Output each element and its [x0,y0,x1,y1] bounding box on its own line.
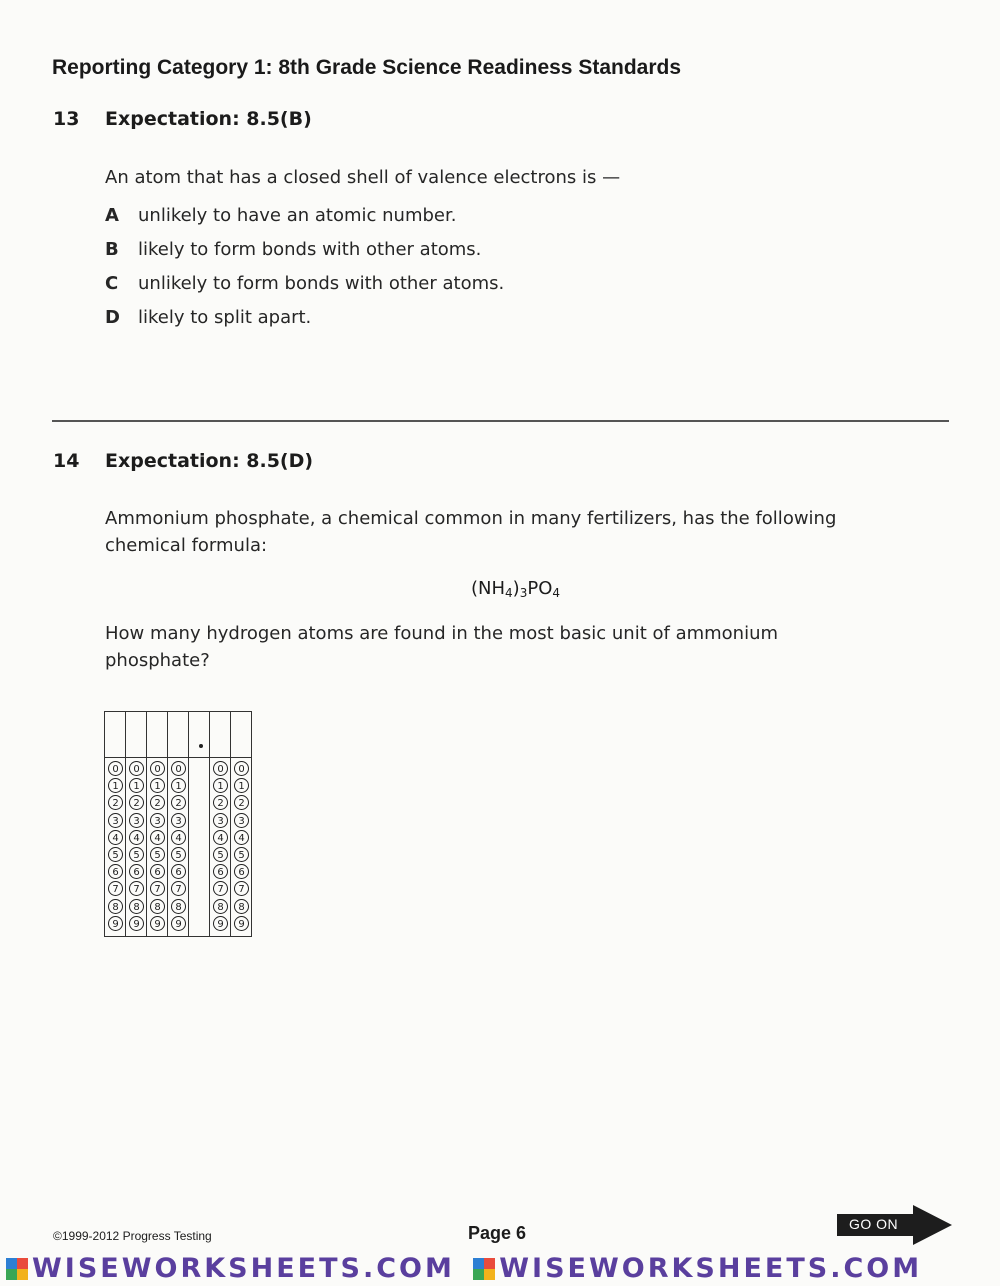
grid-bubble-9[interactable]: 9 [234,916,249,931]
grid-bubble-4[interactable]: 4 [150,830,165,845]
option-text: likely to form bonds with other atoms. [138,239,482,260]
wise-logo-icon [6,1258,28,1280]
grid-bubble-2[interactable]: 2 [234,795,249,810]
grid-bubble-0[interactable]: 0 [108,761,123,776]
grid-bubble-7[interactable]: 7 [150,881,165,896]
question-14-prompt: How many hydrogen atoms are found in the most basic unit of ammonium phosphate? [105,623,779,671]
page-number: Page 6 [468,1223,527,1243]
grid-bubble-7[interactable]: 7 [129,881,144,896]
grid-bubble-9[interactable]: 9 [129,916,144,931]
question-13-option-b[interactable] [105,239,481,260]
grid-bubble-8[interactable]: 8 [108,899,123,914]
option-text: likely to split apart. [138,307,312,328]
grid-bubble-2[interactable]: 2 [213,795,228,810]
grid-bubble-5[interactable]: 5 [171,847,186,862]
grid-bubble-4[interactable]: 4 [171,830,186,845]
grid-column-divider [146,712,147,936]
grid-bubble-6[interactable]: 6 [171,864,186,879]
grid-bubble-3[interactable]: 3 [129,813,144,828]
grid-bubble-4[interactable]: 4 [129,830,144,845]
grid-bubble-6[interactable]: 6 [129,864,144,879]
grid-bubble-3[interactable]: 3 [234,813,249,828]
question-13-expectation: Expectation: 8.5(B) [105,108,312,130]
grid-bubble-5[interactable]: 5 [213,847,228,862]
grid-column-divider [209,712,210,936]
question-14-expectation: Expectation: 8.5(D) [105,450,314,472]
question-13-option-a[interactable] [105,205,456,226]
grid-bubble-1[interactable]: 1 [213,778,228,793]
grid-bubble-3[interactable]: 3 [171,813,186,828]
option-text: unlikely to form bonds with other atoms. [138,273,505,294]
grid-bubble-1[interactable]: 1 [108,778,123,793]
grid-bubble-3[interactable]: 3 [213,813,228,828]
grid-bubble-4[interactable]: 4 [108,830,123,845]
watermark-banner [0,1252,1000,1286]
question-14-stem: Ammonium phosphate, a chemical common in many fertilizers, has the following chemical formula: [105,508,837,556]
griddable-answer-grid[interactable] [104,711,252,937]
wise-logo-icon [473,1258,495,1280]
grid-bubble-5[interactable]: 5 [150,847,165,862]
grid-bubble-9[interactable]: 9 [150,916,165,931]
go-on-label: GO ON [849,1216,899,1232]
watermark-text: WISEWORKSHEETS.COM [32,1253,455,1284]
question-14-number: 14 [53,450,80,472]
grid-bubble-3[interactable]: 3 [108,813,123,828]
grid-bubble-0[interactable]: 0 [150,761,165,776]
grid-bubble-2[interactable]: 2 [129,795,144,810]
grid-bubble-1[interactable]: 1 [129,778,144,793]
grid-bubble-8[interactable]: 8 [234,899,249,914]
grid-bubble-8[interactable]: 8 [129,899,144,914]
grid-bubble-0[interactable]: 0 [213,761,228,776]
grid-bubble-6[interactable]: 6 [213,864,228,879]
grid-bubble-2[interactable]: 2 [150,795,165,810]
grid-decimal-point [199,744,203,748]
grid-bubble-8[interactable]: 8 [213,899,228,914]
grid-bubble-7[interactable]: 7 [108,881,123,896]
grid-bubble-4[interactable]: 4 [234,830,249,845]
grid-bubble-9[interactable]: 9 [108,916,123,931]
grid-column-divider [167,712,168,936]
question-13-option-c[interactable] [105,273,504,294]
grid-bubble-0[interactable]: 0 [171,761,186,776]
grid-bubble-1[interactable]: 1 [234,778,249,793]
grid-bubble-7[interactable]: 7 [171,881,186,896]
grid-bubble-2[interactable]: 2 [108,795,123,810]
grid-column-divider [230,712,231,936]
grid-bubble-9[interactable]: 9 [213,916,228,931]
grid-bubble-2[interactable]: 2 [171,795,186,810]
option-text: unlikely to have an atomic number. [138,205,457,226]
grid-bubble-9[interactable]: 9 [171,916,186,931]
grid-bubble-8[interactable]: 8 [171,899,186,914]
grid-bubble-4[interactable]: 4 [213,830,228,845]
grid-bubble-7[interactable]: 7 [213,881,228,896]
watermark-text: WISEWORKSHEETS.COM [499,1253,923,1284]
grid-bubble-5[interactable]: 5 [234,847,249,862]
grid-bubble-7[interactable]: 7 [234,881,249,896]
option-letter: C [105,273,119,294]
option-letter: D [105,307,120,328]
grid-column-divider [188,712,189,936]
grid-bubble-6[interactable]: 6 [234,864,249,879]
grid-bubble-3[interactable]: 3 [150,813,165,828]
question-13-stem: An atom that has a closed shell of valence electrons is — [105,167,621,188]
grid-bubble-8[interactable]: 8 [150,899,165,914]
option-letter: B [105,239,119,260]
option-letter: A [105,205,119,226]
question-13-number: 13 [53,108,80,130]
chemical-formula: $(NH_4)_3PO_4$ [471,578,561,600]
grid-column-divider [125,712,126,936]
grid-bubble-0[interactable]: 0 [234,761,249,776]
grid-bubble-1[interactable]: 1 [171,778,186,793]
reporting-category-heading: Reporting Category 1: 8th Grade Science Readiness Standards [52,56,682,79]
go-on-arrow [837,1205,952,1245]
grid-bubble-5[interactable]: 5 [108,847,123,862]
grid-bubble-1[interactable]: 1 [150,778,165,793]
grid-bubble-5[interactable]: 5 [129,847,144,862]
question-13-option-d[interactable] [105,307,311,328]
grid-bubble-6[interactable]: 6 [150,864,165,879]
section-divider [52,420,949,422]
copyright-notice: ©1999-2012 Progress Testing [53,1229,212,1243]
grid-bubble-0[interactable]: 0 [129,761,144,776]
grid-bubble-6[interactable]: 6 [108,864,123,879]
